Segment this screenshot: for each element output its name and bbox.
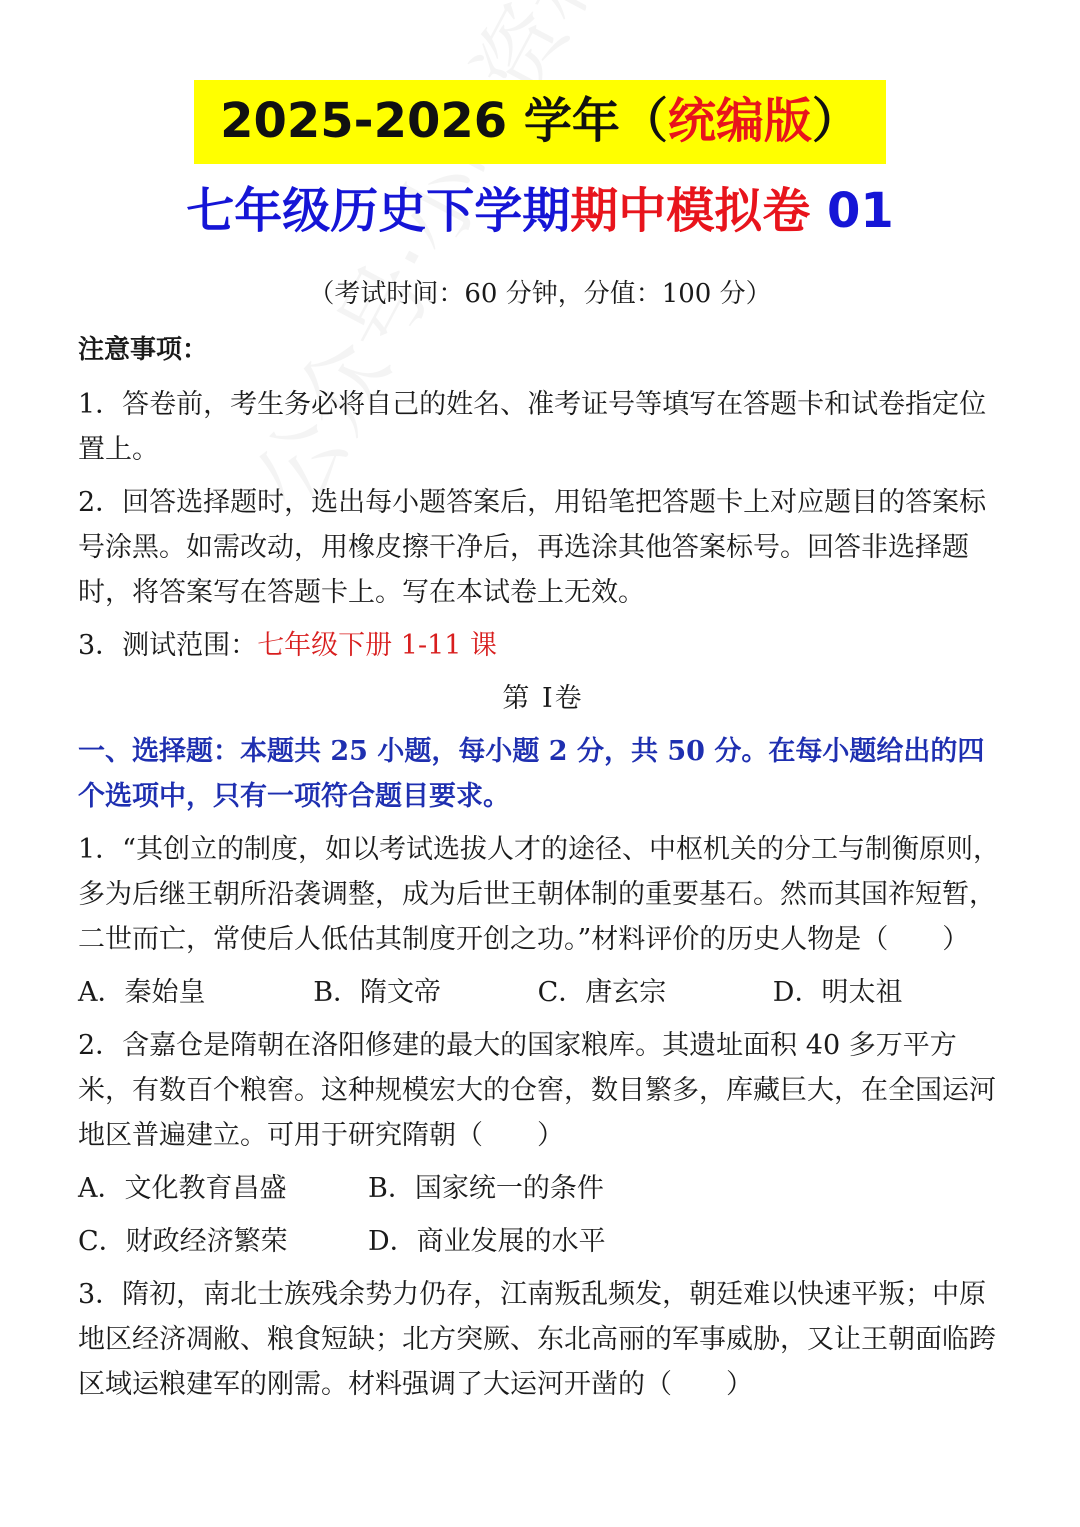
notice-item-3: 3．测试范围：七年级下册 1-11 课 bbox=[78, 630, 498, 661]
edition-label: 统编版 bbox=[667, 93, 812, 149]
question-2-options-row1 bbox=[78, 1166, 1008, 1211]
option-c[interactable]: C．财政经济繁荣 bbox=[78, 1226, 288, 1257]
notice-title: 注意事项： bbox=[78, 335, 209, 365]
exam-info: （考试时间：60 分钟，分值：100 分） bbox=[308, 279, 772, 309]
test-range: 七年级下册 1-11 课 bbox=[257, 630, 498, 661]
notice-item-1: 1．答卷前，考生务必将自己的姓名、准考证号等填写在答题卡和试卷指定位置上。 bbox=[78, 389, 987, 465]
volume-heading: 第 Ⅰ卷 bbox=[502, 683, 584, 714]
section-title: 一、选择题：本题共 25 小题，每小题 2 分，共 50 分。在每小题给出的四个选项中，只有一项符合题目要求。 bbox=[78, 736, 985, 812]
question-1-options bbox=[78, 970, 1008, 1015]
option-a[interactable]: A．秦始皇 bbox=[78, 977, 206, 1008]
option-a[interactable]: A．文化教育昌盛 bbox=[78, 1173, 287, 1204]
option-b[interactable]: B．隋文帝 bbox=[313, 977, 442, 1008]
option-d[interactable]: D．商业发展的水平 bbox=[368, 1226, 606, 1257]
title-banner bbox=[0, 80, 1080, 164]
option-c[interactable]: C．唐玄宗 bbox=[537, 977, 667, 1008]
question-1-stem: 1．“其创立的制度，如以考试选拔人才的途径、中枢机关的分工与制衡原则，多为后继王朝所沿袭调整，成为后世王朝体制的重要基石。然而其国祚短暂，二世而亡，常使后人低估其制度开创之功。”材料评价的历史人物是（ ） bbox=[78, 834, 1000, 955]
option-d[interactable]: D．明太祖 bbox=[772, 977, 903, 1008]
notice-item-2: 2．回答选择题时，选出每小题答案后，用铅笔把答题卡上对应题目的答案标号涂黑。如需改动，用橡皮擦干净后，再选涂其他答案标号。回答非选择题时，将答案写在答题卡上。写在本试卷上无效。 bbox=[78, 487, 987, 608]
option-b[interactable]: B．国家统一的条件 bbox=[368, 1173, 604, 1204]
question-3-stem: 3．隋初，南北士族残余势力仍存，江南叛乱频发，朝廷难以快速平叛；中原地区经济凋敝、粮食短缺；北方突厥、东北高丽的军事威胁，又让王朝面临跨区域运粮建军的刚需。材料强调了大运河开凿的（ ） bbox=[78, 1279, 996, 1400]
exam-content bbox=[78, 330, 1008, 1415]
exam-subtitle: 七年级历史下学期期中模拟卷 01 bbox=[186, 183, 894, 239]
question-2-stem: 2．含嘉仓是隋朝在洛阳修建的最大的国家粮库。其遗址面积 40 多万平方米，有数百个粮窖。这种规模宏大的仓窖，数目繁多，库藏巨大，在全国运河地区普遍建立。可用于研究隋朝（ ） bbox=[78, 1030, 996, 1151]
question-2-options-row2 bbox=[78, 1219, 1008, 1264]
page-title: 2025-2026 学年（统编版） bbox=[194, 80, 886, 164]
